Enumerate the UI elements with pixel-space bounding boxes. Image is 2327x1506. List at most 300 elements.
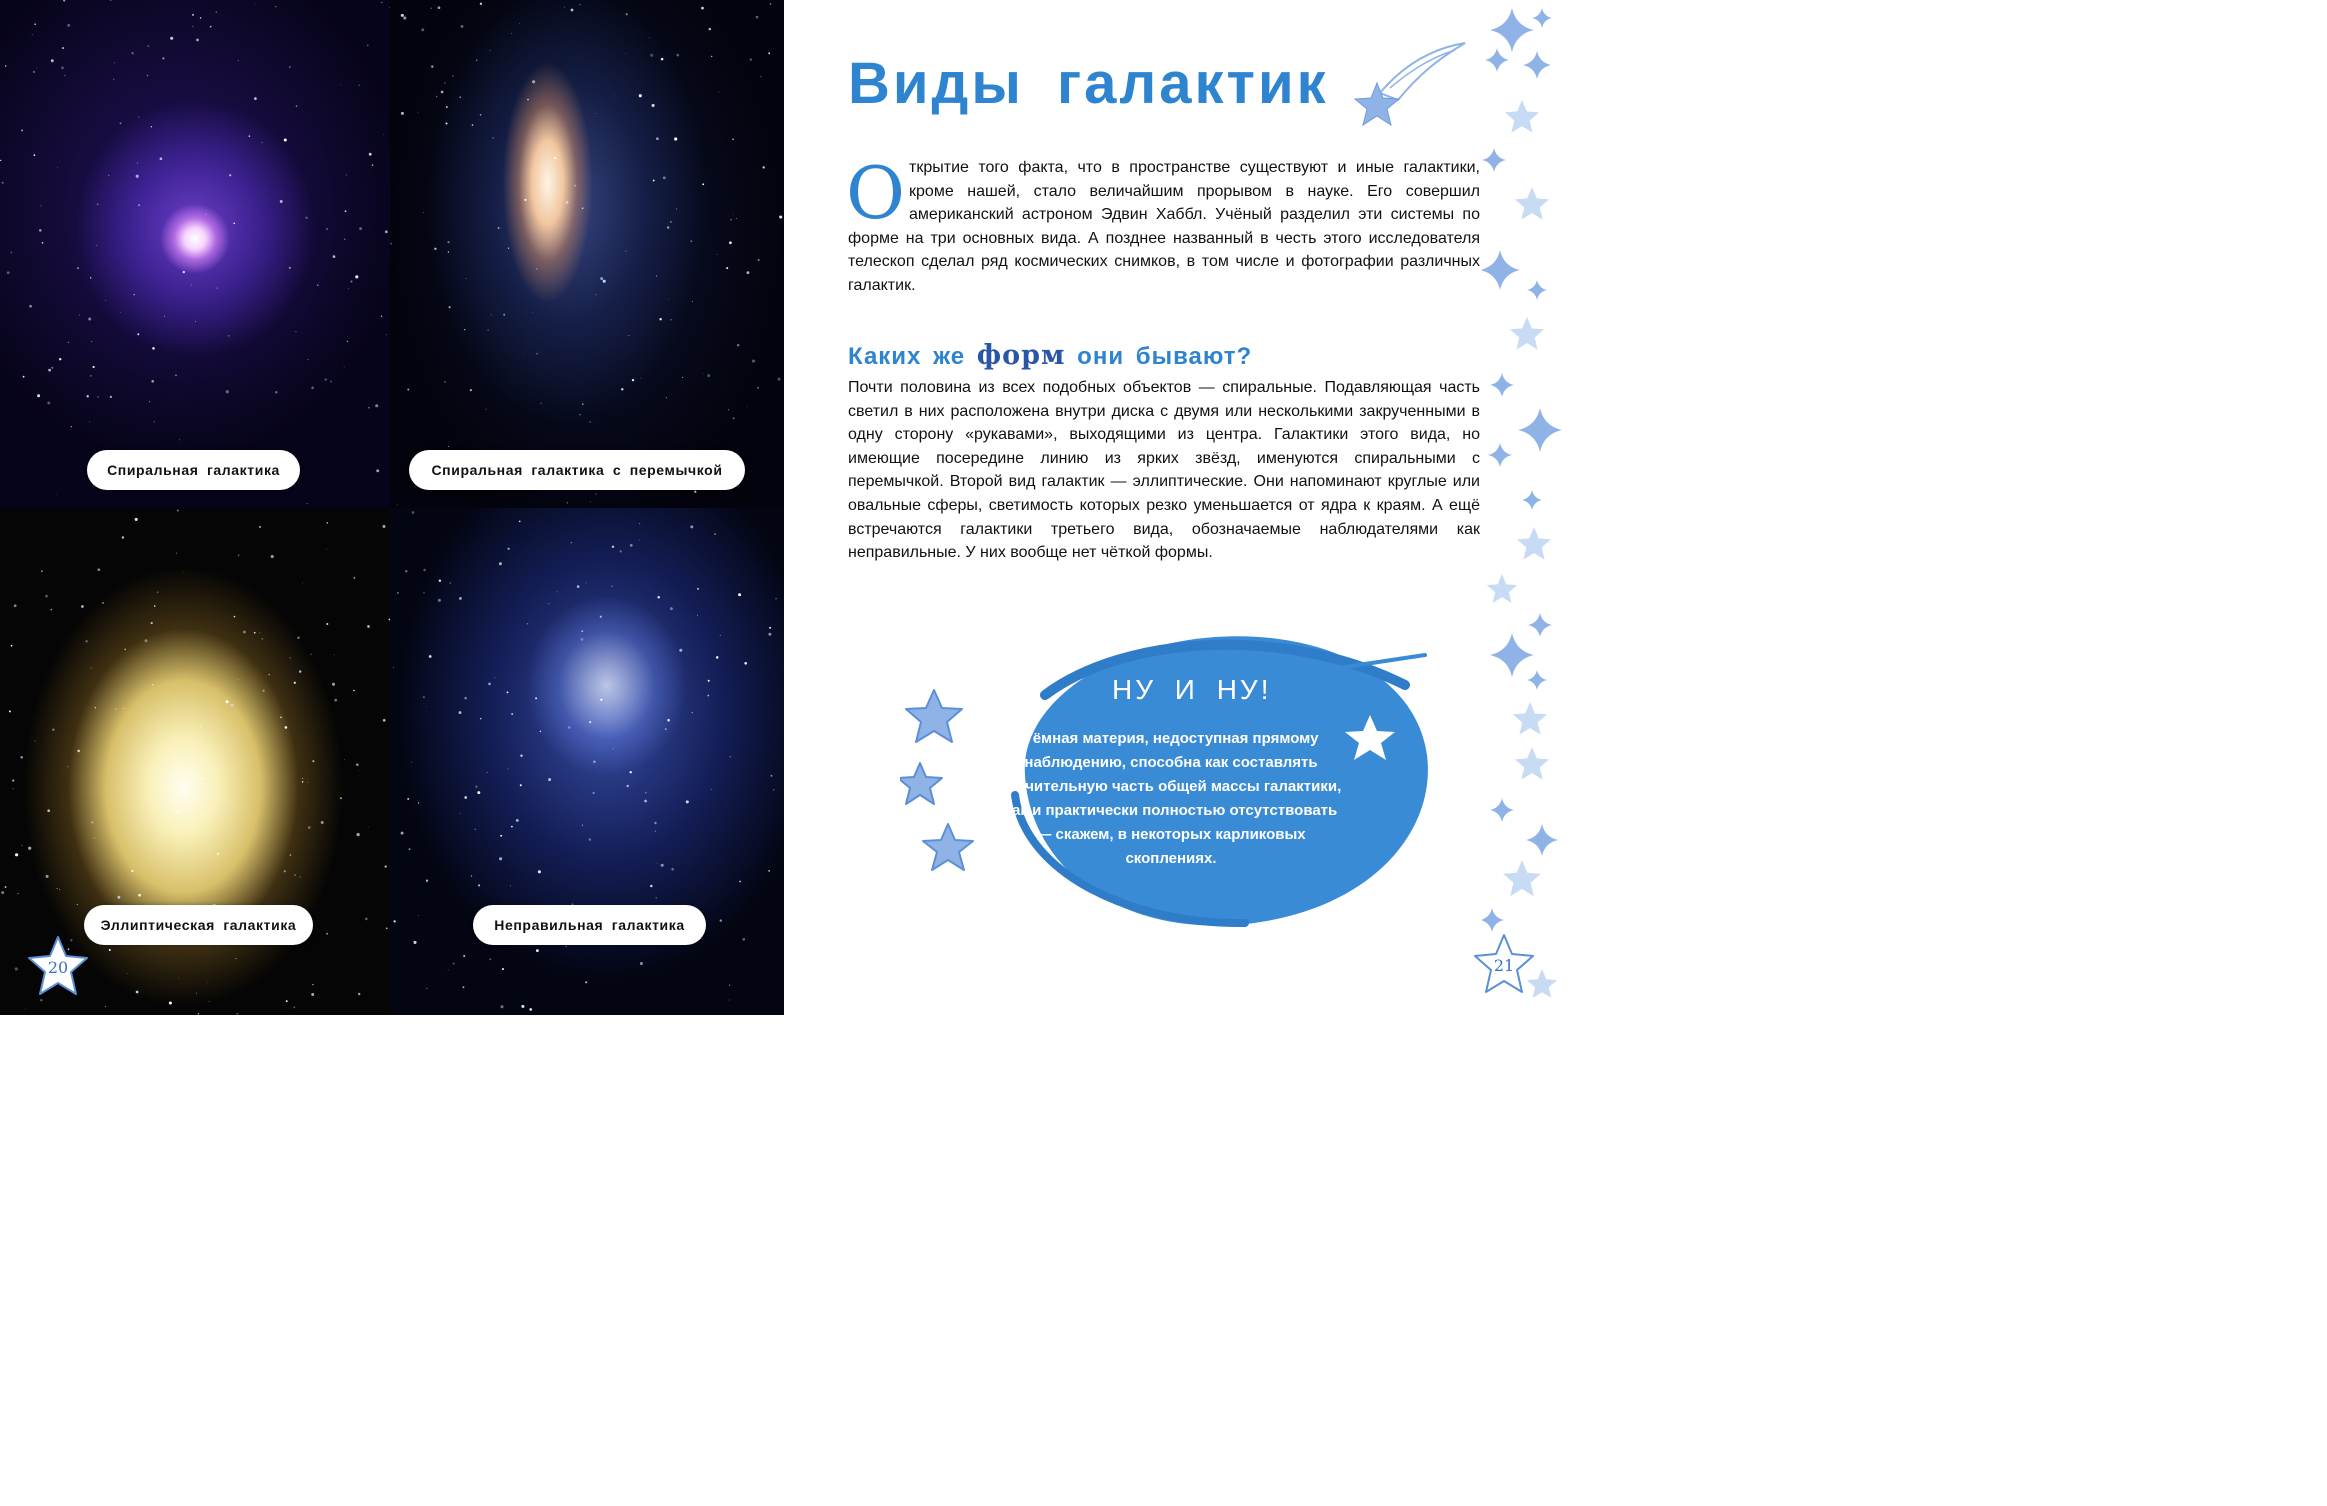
star-dot (34, 740, 35, 741)
star-dot (567, 502, 568, 503)
sparkle-icon (1485, 48, 1509, 72)
star-dot (460, 813, 461, 814)
star-dot (359, 770, 360, 771)
star-dot (369, 153, 372, 156)
star-dot (162, 57, 164, 59)
star-dot (198, 1013, 199, 1014)
star-dot (325, 378, 327, 380)
star-dot (64, 75, 65, 76)
star-dot (612, 546, 615, 549)
star-dot (426, 706, 427, 707)
star-dot (152, 347, 155, 350)
star-dot (120, 122, 122, 124)
star-dot (654, 822, 656, 824)
star-dot (207, 982, 208, 983)
star-dot (135, 518, 138, 521)
star-dot (423, 592, 424, 593)
star-dot (390, 243, 392, 245)
star-dot (571, 542, 573, 544)
star-dot (170, 777, 171, 778)
star-icon (1510, 317, 1544, 350)
star-dot (401, 112, 404, 115)
star-dot (385, 230, 388, 233)
star-dot (488, 330, 489, 331)
star-dot (566, 201, 569, 204)
star-dot (470, 389, 472, 391)
star-dot (770, 3, 772, 5)
star-dot (407, 798, 409, 800)
star-dot (519, 521, 521, 523)
star-dot (477, 791, 480, 794)
star-dot (15, 967, 18, 970)
star-dot (113, 79, 114, 80)
star-dot (720, 919, 722, 921)
sparkle-icon (1482, 148, 1506, 172)
star-dot (750, 58, 752, 60)
star-icon (1487, 574, 1517, 603)
star-icon (1515, 187, 1549, 220)
star-dot (348, 288, 349, 289)
star-dot (669, 299, 670, 300)
star-dot (326, 228, 328, 230)
star-dot (521, 1005, 524, 1008)
star-dot (707, 695, 709, 697)
star-dot (209, 1001, 210, 1002)
star-dot (381, 316, 382, 317)
star-dot (661, 58, 664, 61)
star-dot (732, 138, 734, 140)
star-dot (195, 321, 196, 322)
star-dot (289, 66, 290, 67)
star-dot (464, 796, 467, 799)
star-dot (188, 806, 189, 807)
star-dot (508, 768, 509, 769)
star-dot (36, 68, 37, 69)
star-dot (351, 281, 353, 283)
star-dot (383, 719, 386, 722)
star-dot (431, 65, 433, 67)
star-dot (160, 157, 163, 160)
star-dot (762, 166, 764, 168)
star-dot (79, 315, 80, 316)
star-dot (20, 756, 23, 759)
star-dot (444, 381, 446, 383)
star-dot (532, 312, 533, 313)
book-spread (0, 0, 1565, 1015)
star-dot (59, 358, 61, 360)
star-dot (510, 885, 511, 886)
star-dot (629, 771, 631, 773)
star-dot (355, 275, 358, 278)
star-dot (367, 45, 369, 47)
sparkle-icon (1518, 408, 1562, 452)
star-dot (137, 333, 139, 335)
star-icon (1515, 747, 1549, 780)
star-dot (769, 627, 771, 629)
section-heading-part-2: они бывают? (1065, 343, 1253, 370)
star-dot (459, 711, 462, 714)
star-dot (226, 390, 229, 393)
star-dot (452, 75, 453, 76)
star-dot (376, 469, 379, 472)
star-dot (768, 52, 770, 54)
star-dot (169, 1001, 172, 1004)
star-dot (302, 582, 303, 583)
star-dot (729, 985, 730, 986)
star-dot (475, 829, 476, 830)
star-icon (1503, 860, 1541, 896)
star-dot (500, 1005, 503, 1008)
star-dot (89, 421, 90, 422)
star-dot (51, 367, 53, 369)
star-dot (701, 7, 704, 10)
star-dot (131, 870, 133, 872)
star-dot (236, 1013, 238, 1015)
star-dot (33, 71, 35, 73)
star-dot (511, 713, 513, 715)
star-dot (127, 973, 128, 974)
star-dot (461, 25, 464, 28)
star-dot (346, 174, 347, 175)
star-dot (690, 240, 692, 242)
star-dot (151, 380, 154, 383)
star-dot (666, 397, 667, 398)
star-dot (223, 812, 226, 815)
star-dot (236, 958, 237, 959)
star-dot (12, 780, 14, 782)
star-dot (185, 737, 186, 738)
star-dot (778, 378, 781, 381)
star-dot (657, 596, 660, 599)
star-dot (507, 548, 509, 550)
star-dot (11, 645, 13, 647)
star-dot (650, 54, 653, 57)
star-dot (152, 684, 153, 685)
star-dot (593, 761, 596, 764)
star-dot (438, 599, 441, 602)
star-dot (401, 14, 404, 17)
star-dot (494, 677, 495, 678)
star-dot (708, 680, 710, 682)
star-dot (670, 221, 671, 222)
star-dot (418, 915, 419, 916)
star-dot (77, 750, 80, 753)
star-dot (95, 707, 97, 709)
star-dot (472, 124, 474, 126)
star-dot (359, 227, 362, 230)
star-dot (200, 17, 202, 19)
star-dot (536, 268, 537, 269)
star-dot (645, 792, 646, 793)
star-dot (14, 604, 17, 607)
star-dot (192, 14, 194, 16)
star-dot (564, 7, 565, 8)
star-dot (621, 388, 623, 390)
star-dot (738, 593, 741, 596)
sparkle-icon (1526, 824, 1558, 856)
star-dot (259, 632, 260, 633)
star-dot (229, 174, 231, 176)
star-dot (308, 826, 311, 829)
star-dot (500, 835, 502, 837)
star-dot (407, 389, 409, 391)
star-dot (42, 242, 44, 244)
star-dot (284, 870, 286, 872)
star-dot (67, 766, 68, 767)
star-dot (600, 699, 602, 701)
star-dot (353, 690, 355, 692)
star-dot (579, 414, 580, 415)
star-dot (614, 94, 615, 95)
star-dot (123, 708, 124, 709)
star-dot (577, 585, 580, 588)
star-dot (524, 199, 526, 201)
star-dot (175, 375, 176, 376)
caption-barred-spiral-galaxy: Спиральная галактика с перемычкой (409, 450, 745, 490)
star-dot (499, 562, 502, 565)
drop-cap: О (846, 151, 906, 235)
star-dot (436, 96, 437, 97)
star-dot (498, 227, 500, 229)
star-dot (333, 255, 336, 258)
star-icon (906, 690, 962, 742)
caption-irregular-galaxy: Неправильная галактика (473, 905, 706, 945)
star-dot (718, 92, 719, 93)
star-dot (529, 1008, 532, 1011)
sparkle-icon (1522, 490, 1542, 510)
star-dot (249, 135, 251, 137)
star-dot (640, 962, 643, 965)
star-dot (385, 865, 387, 867)
star-dot (261, 142, 262, 143)
star-dot (728, 409, 729, 410)
star-dot (13, 788, 14, 789)
star-dot (540, 403, 541, 404)
star-dot (480, 3, 482, 5)
star-dot (330, 380, 332, 382)
star-dot (758, 259, 760, 261)
star-dot (32, 34, 33, 35)
star-dot (254, 632, 256, 634)
star-dot (671, 868, 674, 871)
star-dot (487, 772, 488, 773)
sparkle-icon (1527, 670, 1547, 690)
star-dot (667, 226, 670, 229)
star-dot (475, 786, 477, 788)
star-dot (286, 1000, 288, 1002)
star-dot (91, 341, 92, 342)
star-dot (382, 525, 385, 528)
star-icon (1513, 702, 1547, 735)
star-dot (657, 863, 658, 864)
star-dot (426, 988, 427, 989)
star-dot (47, 809, 50, 812)
star-dot (667, 719, 670, 722)
star-dot (34, 154, 36, 156)
star-dot (579, 4, 580, 5)
star-dot (368, 827, 369, 828)
star-dot (405, 570, 407, 572)
star-dot (290, 854, 292, 856)
section-heading (848, 340, 1252, 371)
star-dot (717, 254, 718, 255)
star-dot (565, 946, 566, 947)
star-dot (261, 638, 263, 640)
star-dot (97, 568, 100, 571)
star-dot (590, 421, 591, 422)
star-dot (217, 288, 218, 289)
star-dot (159, 704, 160, 705)
star-dot (327, 522, 329, 524)
star-dot (50, 609, 52, 611)
barred-spiral-galaxy-photo (390, 0, 784, 508)
star-dot (538, 870, 541, 873)
star-dot (702, 183, 704, 185)
star-dot (305, 217, 307, 219)
star-dot (438, 6, 441, 9)
star-dot (386, 927, 388, 929)
star-dot (527, 623, 529, 625)
star-dot (109, 949, 111, 951)
star-dot (133, 294, 134, 295)
star-dot (151, 126, 152, 127)
star-icon (1517, 527, 1551, 560)
star-dot (511, 826, 513, 828)
star-dot (368, 407, 370, 409)
star-dot (507, 691, 509, 693)
section-heading-part-1: Каких же (848, 343, 977, 370)
star-dot (429, 655, 432, 658)
sparkle-icon (1488, 443, 1512, 467)
sparkle-icon (1527, 280, 1547, 300)
star-dot (255, 4, 256, 5)
star-dot (138, 204, 140, 206)
star-dot (503, 314, 505, 316)
star-dot (41, 570, 43, 572)
star-dot (548, 778, 551, 781)
star-dot (434, 248, 436, 250)
star-dot (449, 306, 451, 308)
star-dot (9, 710, 11, 712)
star-dot (365, 918, 368, 921)
star-dot (296, 331, 297, 332)
star-dot (85, 640, 87, 642)
star-dot (726, 267, 728, 269)
star-dot (446, 123, 448, 125)
star-dot (216, 11, 217, 12)
star-dot (81, 605, 84, 608)
star-dot (694, 491, 696, 493)
star-dot (652, 104, 655, 107)
star-dot (285, 726, 288, 729)
star-dot (613, 748, 614, 749)
star-dot (90, 277, 91, 278)
star-dot (34, 23, 36, 25)
star-dot (147, 45, 149, 47)
star-dot (57, 888, 58, 889)
star-dot (520, 784, 522, 786)
page-number-left (26, 934, 90, 998)
star-dot (367, 625, 370, 628)
star-dot (508, 248, 509, 249)
star-icon (923, 824, 973, 870)
star-dot (464, 697, 467, 700)
star-dot (462, 986, 464, 988)
star-dot (48, 369, 51, 372)
star-dot (334, 699, 337, 702)
star-dot (397, 592, 399, 594)
star-dot (511, 33, 512, 34)
star-dot (21, 845, 22, 846)
fact-box-text: Тёмная материя, недоступная прямому наблюдению, способна как составлять значительную часть общей массы галактики, так и практически полностью отсутствовать — скажем, в некоторых карликовых скоплениях. (1000, 730, 1342, 867)
star-dot (94, 837, 96, 839)
star-dot (744, 662, 747, 665)
star-dot (519, 23, 520, 24)
star-dot (280, 200, 283, 203)
star-dot (51, 59, 54, 62)
star-dot (757, 387, 759, 389)
star-dot (311, 386, 314, 389)
star-dot (709, 28, 711, 30)
star-dot (302, 781, 303, 782)
star-dot (383, 134, 384, 135)
star-dot (670, 319, 671, 320)
star-dot (640, 378, 641, 379)
star-dot (110, 0, 112, 1)
star-dot (464, 329, 465, 330)
star-dot (779, 215, 782, 218)
star-dot (656, 137, 659, 140)
star-dot (311, 993, 314, 996)
sparkle-icon (1490, 373, 1514, 397)
star-dot (284, 138, 287, 141)
star-dot (226, 700, 229, 703)
star-dot (39, 229, 42, 232)
star-dot (520, 755, 522, 757)
star-dot (18, 893, 19, 894)
star-dot (711, 789, 712, 790)
star-dot (231, 704, 234, 707)
star-dot (326, 623, 328, 625)
star-dot (359, 85, 360, 86)
edge-star-border (1482, 0, 1565, 1015)
star-dot (296, 105, 298, 107)
star-dot (426, 880, 428, 882)
star-dot (356, 763, 359, 766)
caption-elliptical-galaxy: Эллиптическая галактика (84, 905, 313, 945)
star-dot (480, 718, 481, 719)
intro-paragraph (846, 151, 1480, 298)
star-dot (386, 334, 387, 335)
star-dot (625, 251, 626, 252)
star-dot (747, 406, 748, 407)
star-icon (1505, 100, 1539, 133)
star-dot (311, 654, 312, 655)
star-dot (347, 341, 349, 343)
star-dot (611, 586, 612, 587)
star-dot (657, 666, 658, 667)
star-dot (300, 876, 301, 877)
star-dot (233, 223, 235, 225)
star-dot (661, 864, 664, 867)
star-dot (308, 359, 309, 360)
star-dot (756, 16, 759, 19)
star-dot (200, 725, 202, 727)
sparkle-icon (1490, 633, 1534, 677)
star-dot (716, 656, 719, 659)
star-dot (67, 24, 70, 27)
star-dot (206, 214, 207, 215)
